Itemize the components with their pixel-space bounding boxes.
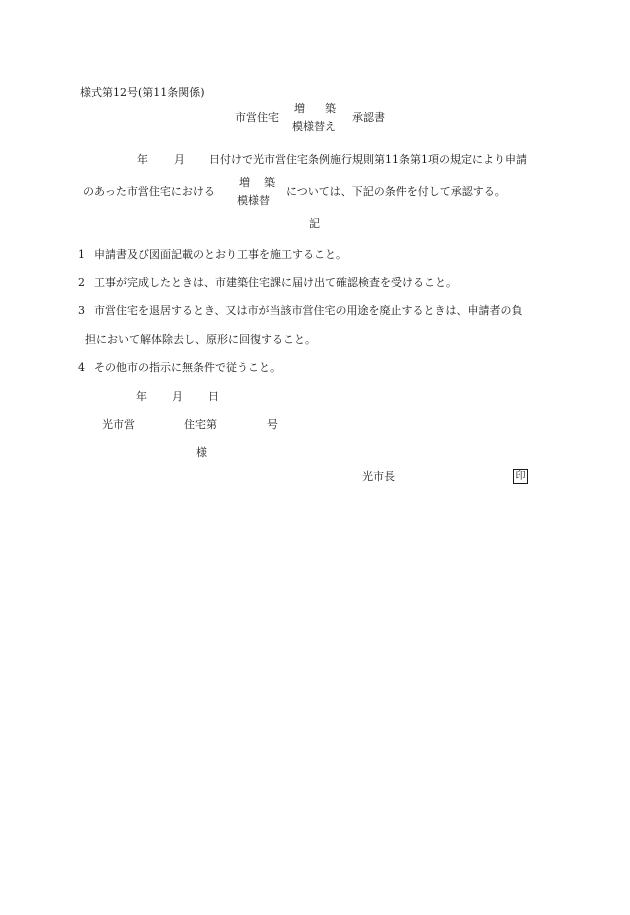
title-option-moyougae: 模様替え [292, 120, 336, 133]
condition-text: 市営住宅を退居するとき、又は市が当該市営住宅の用途を廃止するときは、申請者の負 [94, 304, 523, 317]
condition-text: 申請書及び図面記載のとおり工事を施工すること。 [94, 248, 347, 261]
condition-text: その他市の指示に無条件で従うこと。 [94, 361, 281, 374]
housing-number-suffix: 号 [267, 418, 278, 431]
title-prefix: 市営住宅 [235, 111, 279, 124]
recipient-honorific: 様 [196, 446, 207, 459]
intro-option-zou: 増 [239, 176, 250, 189]
intro-option-group [237, 177, 277, 206]
intro-year: 年 [137, 153, 148, 166]
housing-number-label: 住宅第 [184, 418, 217, 431]
title-option-group [292, 103, 342, 132]
intro-option-chiku: 築 [264, 176, 275, 189]
condition-text-continued: 担において解体除去し、原形に回復すること。 [85, 333, 316, 346]
intro-option-moyougae: 模様替 [237, 194, 270, 207]
date-month: 月 [172, 390, 183, 403]
issuer-name: 光市長 [362, 470, 395, 483]
form-number: 様式第12号(第11条関係) [80, 86, 205, 99]
title-option-zou: 増 [294, 102, 305, 115]
intro-month: 月 [174, 153, 185, 166]
condition-text: 工事が完成したときは、市建築住宅課に届け出て確認検査を受けること。 [94, 276, 457, 289]
intro-line2-prefix: のあった市営住宅における [83, 185, 215, 198]
housing-name: 光市営 [102, 418, 135, 431]
intro-line2-suffix: については、下記の条件を付して承認する。 [286, 185, 506, 198]
condition-number: 4 [78, 361, 85, 374]
seal-mark: 印 [513, 469, 528, 484]
ki-heading: 記 [309, 217, 320, 230]
title-suffix: 承認書 [352, 111, 385, 124]
intro-line1: 日付けで光市営住宅条例施行規則第11条第1項の規定により申請 [209, 153, 527, 166]
condition-number: 1 [78, 248, 85, 261]
title-option-chiku: 築 [325, 102, 336, 115]
date-year: 年 [136, 390, 147, 403]
date-day: 日 [208, 390, 219, 403]
condition-number: 3 [78, 304, 85, 317]
condition-number: 2 [78, 276, 85, 289]
